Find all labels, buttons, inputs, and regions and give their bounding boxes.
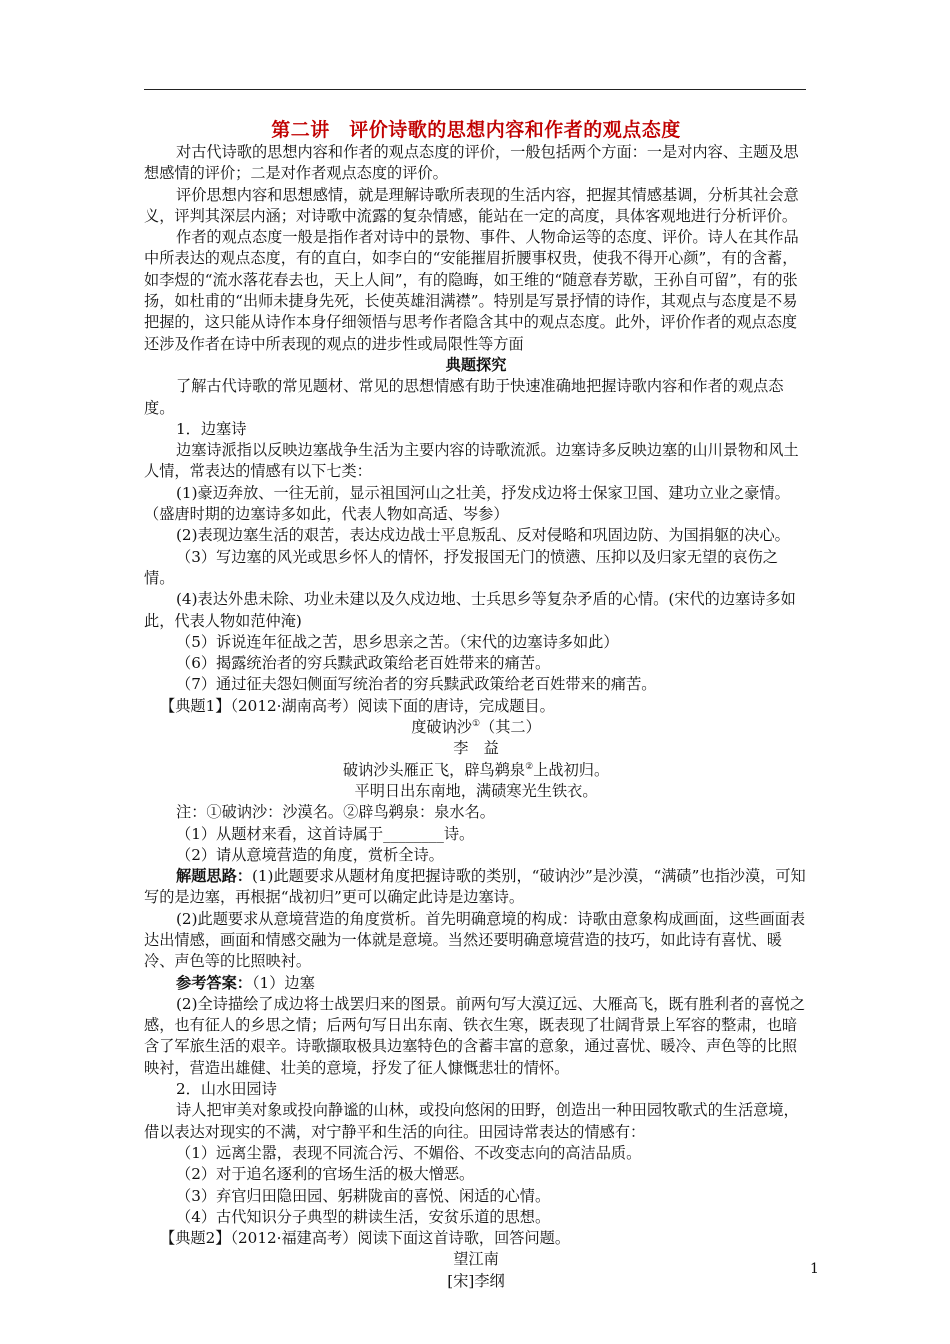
note: 注：①破讷沙：沙漠名。②辟鸟鹈泉：泉水名。 xyxy=(176,803,495,822)
poem-title: 度破讷沙①（其二） xyxy=(411,718,541,737)
list-item: （1）远离尘嚣，表现不同流合污、不媚俗、不改变志向的高洁品质。 xyxy=(176,1143,642,1162)
list-item: （4）古代知识分子典型的耕读生活，安贫乐道的思想。 xyxy=(176,1207,551,1226)
example-heading: 【典题1】（2012·湖南高考）阅读下面的唐诗，完成题目。 xyxy=(160,696,555,715)
subheading: 1．边塞诗 xyxy=(176,419,247,438)
header-rule xyxy=(144,89,806,90)
poem-author: 李 益 xyxy=(453,739,499,758)
list-item: （2）对于追名逐利的官场生活的极大憎恶。 xyxy=(176,1165,475,1184)
poem-author: [宋]李纲 xyxy=(447,1271,505,1290)
solution-label: 解题思路： xyxy=(176,867,252,886)
list-item: (1)豪迈奔放、一往无前，显示祖国河山之壮美，抒发戍边将士保家卫国、建功立业之豪情。（盛唐时期的边塞诗多如此，代表人物如高适、岑参） xyxy=(144,483,790,524)
answer-label: 参考答案： xyxy=(176,973,252,992)
solution-paragraph: 解题思路：(1)此题要求从题材角度把握诗歌的类别，“破讷沙”是沙漠，“满碛”也指沙漠，可知写的是边塞，再根据“战初归”更可以确定此诗是边塞诗。 xyxy=(144,867,806,907)
list-item: (4)表达外患未除、功业未建以及久戍边地、士兵思乡等复杂矛盾的心情。(宋代的边塞诗多如此，代表人物如范仲淹) xyxy=(144,590,796,630)
answer-paragraph: (2)全诗描绘了成边将士战罢归来的图景。前两句写大漠辽远、大雁高飞，既有胜利者的喜悦之感，也有征人的乡思之情；后两句写日出东南、铁衣生寒，既表现了壮阔背景上军容的整肃，也暗含了军旅生活的艰辛。诗歌撷取极具边塞特色的含蓄丰富的意象，通过喜忧、暖冷、声色等的比照映衬，营造出雄健、壮美的意境，抒发了征人慷慨悲壮的情怀。 xyxy=(144,994,806,1077)
document-body xyxy=(144,118,808,1292)
question: （1）从题材来看，这首诗属于________诗。 xyxy=(176,824,475,843)
page-number: 1 xyxy=(810,1261,819,1277)
poem-title: 望江南 xyxy=(453,1250,499,1269)
solution-paragraph: (2)此题要求从意境营造的角度赏析。首先明确意境的构成：诗歌由意象构成画面，这些画面表达出情感，画面和情感交融为一体就是意境。当然还要明确意境营造的技巧，如此诗有喜忧、暖冷、声色等的比照映衬。 xyxy=(144,909,806,971)
list-item: （5）诉说连年征战之苦，思乡思亲之苦。（宋代的边塞诗多如此） xyxy=(176,632,619,651)
list-item: （6）揭露统治者的穷兵黩武政策给老百姓带来的痛苦。 xyxy=(176,654,551,673)
subheading: 2．山水田园诗 xyxy=(176,1080,277,1099)
question: （2）请从意境营造的角度，赏析全诗。 xyxy=(176,845,444,864)
list-item: （7）通过征夫怨妇侧面写统治者的穷兵黩武政策给老百姓带来的痛苦。 xyxy=(176,675,657,694)
paragraph: 诗人把审美对象或投向静谧的山林，或投向悠闲的田野，创造出一种田园牧歌式的生活意境，借以表达对现实的不满，对宁静平和生活的向往。田园诗常表达的情感有： xyxy=(144,1101,799,1141)
page-title: 第二讲 评价诗歌的思想内容和作者的观点态度 xyxy=(271,119,681,141)
poem-line: 平明日出东南地，满碛寒光生铁衣。 xyxy=(354,781,598,800)
example-heading: 【典题2】（2012·福建高考）阅读下面这首诗歌，回答问题。 xyxy=(160,1229,571,1248)
list-item: （3）弃官归田隐田园、躬耕陇亩的喜悦、闲适的心情。 xyxy=(176,1186,551,1205)
list-item: (2)表现边塞生活的艰苦，表达戍边战士平息叛乱、反对侵略和巩固边防、为国捐躯的决心。 xyxy=(176,526,790,545)
paragraph: 对古代诗歌的思想内容和作者的观点态度的评价，一般包括两个方面：一是对内容、主题及思想感情的评价；二是对作者观点态度的评价。 xyxy=(144,143,799,183)
list-item: （3）写边塞的风光或思乡怀人的情怀，抒发报国无门的愤懑、压抑以及归家无望的哀伤之情。 xyxy=(144,547,778,587)
paragraph: 评价思想内容和思想感情，就是理解诗歌所表现的生活内容，把握其情感基调，分析其社会意义，评判其深层内涵；对诗歌中流露的复杂情感，能站在一定的高度，具体客观地进行分析评价。 xyxy=(144,185,799,225)
section-heading: 典题探究 xyxy=(445,355,507,374)
poem-line: 破讷沙头雁正飞，辟鸟鹈泉②上战初归。 xyxy=(342,760,610,779)
paragraph: 边塞诗派指以反映边塞战争生活为主要内容的诗歌流派。边塞诗多反映边塞的山川景物和风土人情，常表达的情感有以下七类： xyxy=(144,441,799,481)
answer-paragraph: 参考答案：（1）边塞 xyxy=(176,973,315,992)
paragraph: 作者的观点态度一般是指作者对诗中的景物、事件、人物命运等的态度、评价。诗人在其作品中所表达的观点态度，有的直白，如李白的“安能摧眉折腰事权贵，使我不得开心颜”，有的含蓄，如李煜的“流水落花春去也，天上人间”，有的隐晦，如王维的“随意春芳歇，王孙自可留”，有的张扬，如杜甫的“出师未捷身先死，长使英雄泪满襟”。特别是写景抒情的诗作，其观点与态度是不易把握的，这只能从诗作本身仔细领悟与思考作者隐含其中的观点态度。此外，评价作者的观点态度还涉及作者在诗中所表现的观点的进步性或局限性等方面 xyxy=(144,228,799,353)
paragraph: 了解古代诗歌的常见题材、常见的思想情感有助于快速准确地把握诗歌内容和作者的观点态度。 xyxy=(144,377,784,417)
